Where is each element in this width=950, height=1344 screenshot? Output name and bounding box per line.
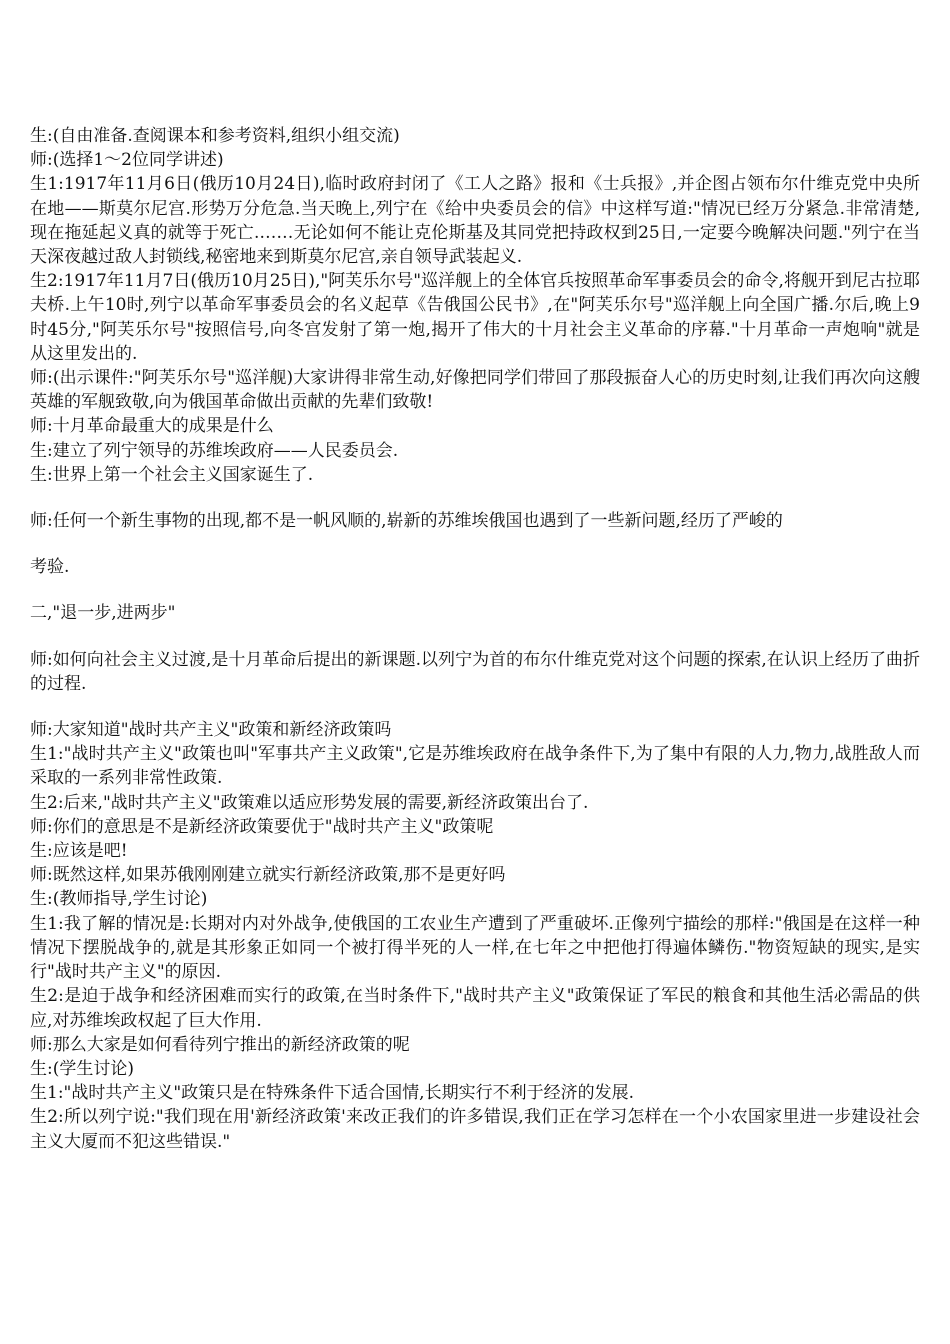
text-line: 生:(教师指导,学生讨论) — [30, 889, 208, 910]
text-line: 生:应该是吧! — [30, 841, 128, 862]
text-paragraph: 生2:所以列宁说:"我们现在用'新经济政策'来改正我们的许多错误,我们正在学习怎样在一个小农国家里进一步建设社会主义大厦而不犯这些错误." — [30, 1107, 920, 1152]
text-line: 师:十月革命最重大的成果是什么 — [30, 416, 274, 437]
text-line: 师:任何一个新生事物的出现,都不是一帆风顺的,崭新的苏维埃俄国也遇到了一些新问题,经历了严峻的 — [30, 511, 783, 532]
text-paragraph: 生2:是迫于战争和经济困难而实行的政策,在当时条件下,"战时共产主义"政策保证了军民的粮食和其他生活必需品的供应,对苏维埃政权起了巨大作用. — [30, 986, 920, 1031]
text-paragraph: 师:(出示课件:"阿芙乐尔号"巡洋舰)大家讲得非常生动,好像把同学们带回了那段振奋人心的历史时刻,让我们再次向这艘英雄的军舰致敬,向为俄国革命做出贡献的先辈们致敬! — [30, 368, 920, 413]
text-paragraph: 师:如何向社会主义过渡,是十月革命后提出的新课题.以列宁为首的布尔什维克党对这个问题的探索,在认识上经历了曲折的过程. — [30, 649, 920, 694]
text-line: 生:世界上第一个社会主义国家诞生了. — [30, 464, 314, 485]
paragraph-gap — [30, 579, 920, 601]
paragraph-gap — [30, 626, 920, 648]
document-body — [30, 124, 920, 1154]
text-line: 师:你们的意思是不是新经济政策要优于"战时共产主义"政策呢 — [30, 816, 494, 837]
text-paragraph: 生2:1917年11月7日(俄历10月25日),"阿芙乐尔号"巡洋舰上的全体官兵按照革命军事委员会的命令,将舰开到尼古拉耶夫桥.上午10时,列宁以革命军事委员会的名义起草《告俄国公民书》,在"阿芙乐尔号"巡洋舰上向全国广播.尔后,晚上9时45分,"阿芙乐尔号"按照信号,向冬宫发射了第一炮,揭开了伟大的十月社会主义革命的序幕."十月革命一声炮响"就是从这里发出的. — [30, 271, 920, 364]
section-heading: 二,"退一步,进两步" — [30, 603, 176, 624]
text-line: 师:那么大家是如何看待列宁推出的新经济政策的呢 — [30, 1034, 410, 1055]
text-line: 生:建立了列宁领导的苏维埃政府——人民委员会. — [30, 440, 399, 461]
paragraph-gap — [30, 487, 920, 509]
text-line: 生2:后来,"战时共产主义"政策难以适应形势发展的需要,新经济政策出台了. — [30, 792, 589, 813]
text-line: 生:(自由准备.查阅课本和参考资料,组织小组交流) — [30, 126, 400, 146]
text-line: 生:(学生讨论) — [30, 1058, 134, 1079]
paragraph-gap — [30, 696, 920, 718]
text-line: 师:(选择1～2位同学讲述) — [30, 150, 224, 171]
text-paragraph: 生1:1917年11月6日(俄历10月24日),临时政府封闭了《工人之路》报和《士兵报》,并企图占领布尔什维克党中央所在地——斯莫尔尼宫.形势万分危急.当天晚上,列宁在《给中央委员会的信》中这样写道:"情况已经万分紧急.非常清楚,现在拖延起义真的就等于死亡.……无论如何不能让克伦斯基及其同党把持政权到25日,一定要今晚解决问题."列宁在当天深夜越过敌人封锁线,秘密地来到斯莫尔尼宫,亲自领导武装起义. — [30, 174, 920, 268]
text-paragraph: 生1:我了解的情况是:长期对内对外战争,使俄国的工农业生产遭到了严重破坏.正像列宁描绘的那样:"俄国是在这样一种情况下摆脱战争的,就是其形象正如同一个被打得半死的人一样,在七年之中把他打得遍体鳞伤."物资短缺的现实,是实行"战时共产主义"的原因. — [30, 913, 920, 983]
text-line: 师:大家知道"战时共产主义"政策和新经济政策吗 — [30, 720, 392, 741]
text-line: 师:既然这样,如果苏俄刚刚建立就实行新经济政策,那不是更好吗 — [30, 865, 506, 886]
text-paragraph: 生1:"战时共产主义"政策也叫"军事共产主义政策",它是苏维埃政府在战争条件下,为了集中有限的人力,物力,战胜敌人而采取的一系列非常性政策. — [30, 744, 920, 789]
paragraph-gap — [30, 533, 920, 555]
text-line: 生1:"战时共产主义"政策只是在特殊条件下适合国情,长期实行不利于经济的发展. — [30, 1083, 634, 1104]
text-line: 考验. — [30, 557, 70, 578]
